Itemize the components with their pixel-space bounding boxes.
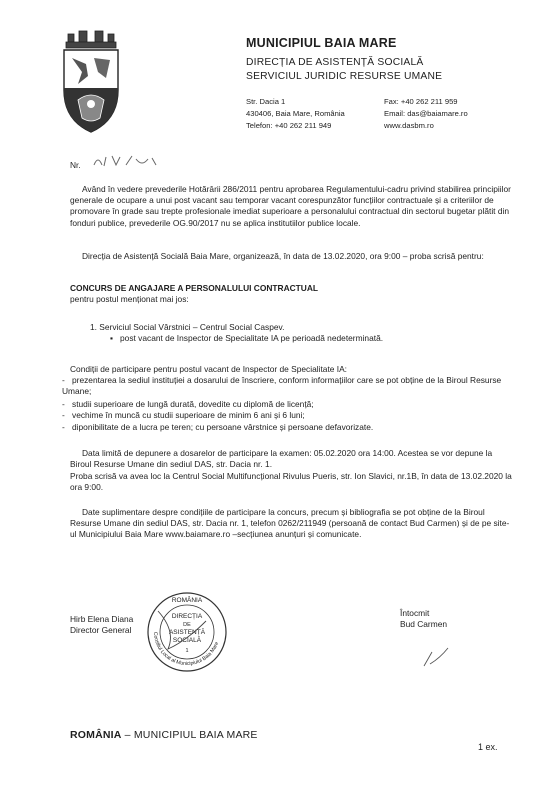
registration-number-label: Nr. — [70, 160, 81, 170]
author-signature-block — [400, 608, 447, 630]
stamp-top-text: ROMÂNIA — [171, 597, 203, 604]
official-stamp-icon — [146, 591, 228, 673]
handwritten-number-icon — [92, 153, 162, 169]
stamp-line: ASISTENȚĂ — [168, 629, 206, 636]
legal-basis-paragraph: Având în vedere prevederile Hotărârii 286/2011 pentru aprobarea Regulamentului-cadru privind stabilirea principiilor generale de ocupare a unui post vacant sau temporar vacant corespunzător funcțiilor contractuale și a criteriilor de promovare în grade sau trepte profesionale imediat superioare a personalului contractual din sectorul bugetar plătit din fonduri publice, prevederile OG.90/2017 nu se aplica institutiilor publice locale. — [70, 184, 511, 228]
exam-location-paragraph: Proba scrisă va avea loc la Centrul Social Multifuncțional Rivulus Pueris, str. Ion Slavici, nr.1B, în data de 13.02.2020 la ora 9:00. — [70, 471, 512, 493]
director-name: Hirb Elena Diana — [70, 614, 134, 624]
condition-text: vechime în muncă cu studii superioare de minim 6 ani și 6 luni; — [72, 410, 305, 420]
address-phone: Telefon: +40 262 211 949 — [246, 121, 332, 130]
coat-of-arms-icon — [60, 28, 122, 136]
conditions-title: Condiții de participare pentru postul vacant de Inspector de Specialitate IA: — [70, 364, 348, 374]
address-block — [246, 96, 345, 132]
condition-item — [62, 410, 517, 421]
condition-item — [62, 399, 517, 410]
footer-line — [70, 729, 258, 741]
director-signature-block — [70, 614, 133, 636]
contact-email: Email: das@baiamare.ro — [384, 109, 468, 118]
condition-text: prezentarea la sediul instituției a dosarului de înscriere, conform informațiilor care se pot obține de la Biroul Resurse Umane; — [62, 375, 502, 397]
contact-website: www.dasbm.ro — [384, 121, 434, 130]
directorate-name: DIRECȚIA DE ASISTENȚĂ SOCIALĂ — [246, 57, 424, 68]
address-street: Str. Dacia 1 — [246, 97, 286, 106]
address-city: 430406, Baia Mare, România — [246, 109, 345, 118]
footer-municipality: – MUNICIPIUL BAIA MARE — [121, 729, 258, 741]
service-name: SERVICIUL JURIDIC RESURSE UMANE — [246, 71, 443, 82]
condition-item — [62, 422, 517, 433]
author-label: Întocmit — [400, 608, 430, 618]
contact-block — [384, 96, 468, 132]
director-title: Director General — [70, 625, 132, 636]
position-intro: pentru postul menționat mai jos: — [70, 294, 189, 304]
position-detail — [110, 333, 383, 344]
condition-item — [62, 375, 517, 397]
organizer-paragraph: Direcția de Asistență Socială Baia Mare, organizează, în data de 13.02.2020, ora 9:00 – proba scrisă pentru: — [82, 251, 484, 261]
bullet-icon: ▪ — [110, 333, 113, 343]
dash-icon: - — [62, 399, 65, 409]
stamp-ring-text: Consiliul Local al Municipiului Baia Mare — [151, 631, 221, 668]
competition-heading: CONCURS DE ANGAJARE A PERSONALULUI CONTRACTUAL — [70, 283, 318, 293]
stamp-line: DIRECȚIA — [171, 613, 203, 620]
position-detail-text: post vacant de Inspector de Specialitate IA pe perioadă nedeterminată. — [120, 333, 384, 343]
stamp-number: 1 — [185, 648, 189, 654]
handwritten-signature-icon — [420, 640, 470, 670]
footer-country: ROMÂNIA — [70, 729, 122, 741]
author-name: Bud Carmen — [400, 619, 448, 630]
deadline-paragraph: Data limită de depunere a dosarelor de participare la examen: 05.02.2020 ora 14:00. Acestea se vor depune la Biroul Resurse Umane din sediul DAS, str. Dacia nr. 1. — [70, 448, 493, 470]
municipality-title: MUNICIPIUL BAIA MARE — [246, 36, 397, 50]
copies-count: 1 ex. — [478, 742, 498, 752]
contact-fax: Fax: +40 262 211 959 — [384, 97, 458, 106]
dash-icon: - — [62, 375, 65, 385]
additional-info-paragraph: Date suplimentare despre condițiile de participare la concurs, precum și bibliografia se pot obține de la Biroul Resurse Umane din sediul DAS, str. Dacia nr. 1, telefon 0262/211949 (persoană de contact Bud Carmen) și de pe site-ul Municipiului Baia Mare www.baiamare.ro –secțiunea anunțuri și comunicate. — [70, 507, 510, 540]
dash-icon: - — [62, 422, 65, 432]
condition-text: studii superioare de lungă durată, dovedite cu diplomă de licență; — [72, 399, 314, 409]
stamp-line: SOCIALĂ — [172, 637, 202, 644]
condition-text: diponibilitate de a lucra pe teren; cu persoane vârstnice și persoane defavorizate. — [72, 422, 374, 432]
dash-icon: - — [62, 410, 65, 420]
stamp-line: DE — [183, 622, 191, 628]
position-item: 1. Serviciul Social Vârstnici – Centrul Social Caspev. — [90, 322, 285, 332]
